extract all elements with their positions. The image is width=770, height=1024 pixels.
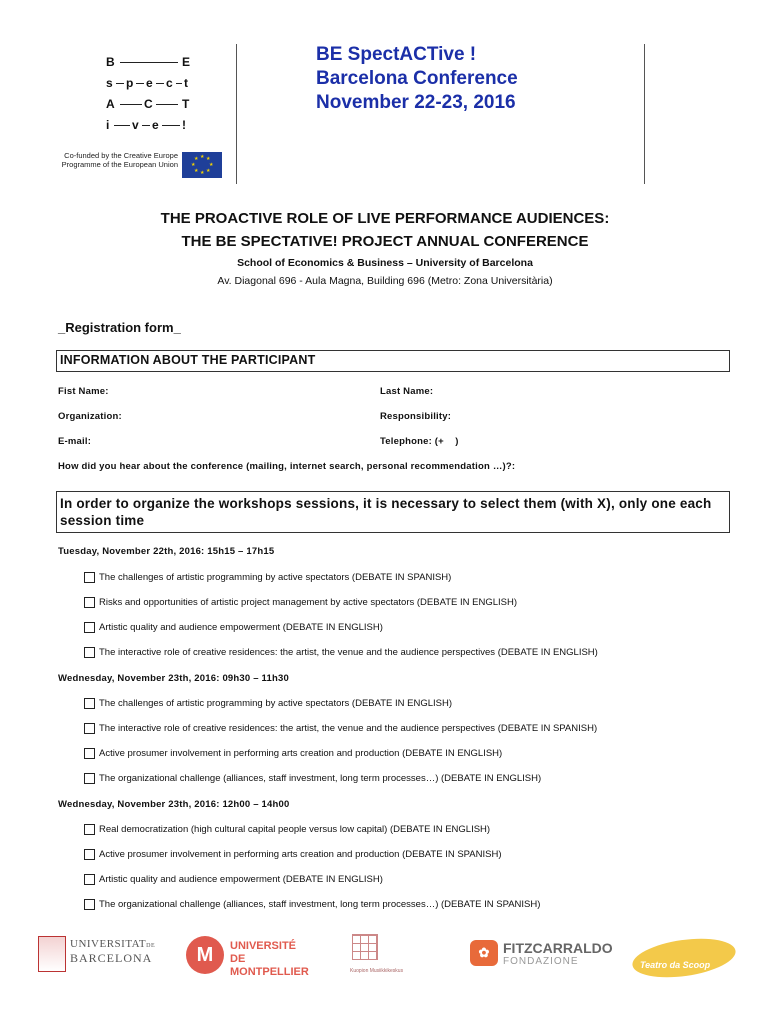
logo-letter: t: [184, 76, 188, 90]
cofund-text: Co-funded by the Creative Europe Programme of the European Union: [61, 151, 178, 169]
checkbox[interactable]: [84, 647, 95, 658]
logo-letter: p: [126, 76, 134, 90]
logo-letter: e: [152, 118, 159, 132]
organization-label: Organization:: [58, 411, 122, 422]
checkbox[interactable]: [84, 773, 95, 784]
checkbox[interactable]: [84, 849, 95, 860]
logo-letter: !: [182, 118, 186, 132]
kuopio-grid-icon: [352, 934, 378, 960]
fitzcarraldo-logo: ✿ FITZCARRALDO FONDAZIONE: [470, 938, 620, 972]
montpellier-icon: M: [186, 936, 224, 974]
session-time-1: Tuesday, November 22th, 2016: 15h15 – 17h15: [58, 546, 275, 557]
checkbox[interactable]: [84, 698, 95, 709]
workshop-option[interactable]: The organizational challenge (alliances, staff investment, long term processes…) (DEBATE IN SPANISH): [84, 899, 540, 910]
session-time-3: Wednesday, November 23th, 2016: 12h00 – 14h00: [58, 799, 290, 810]
main-title-line-1: THE PROACTIVE ROLE OF LIVE PERFORMANCE AUDIENCES:: [160, 210, 610, 227]
workshop-option[interactable]: The interactive role of creative residences: the artist, the venue and the audience perspectives (DEBATE IN ENGLISH): [84, 647, 598, 658]
divider-left: [236, 44, 237, 184]
logo-letter: T: [182, 97, 190, 111]
logo-letter: C: [144, 97, 153, 111]
logo-letter: i: [106, 118, 110, 132]
registration-heading: _Registration form_: [58, 320, 181, 335]
checkbox[interactable]: [84, 622, 95, 633]
checkbox[interactable]: [84, 899, 95, 910]
main-title-line-2: THE BE SPECTATIVE! PROJECT ANNUAL CONFERENCE: [181, 233, 589, 250]
kuopio-logo: Kuopion Musiikkikeskus: [350, 934, 420, 976]
logo-letter: e: [146, 76, 153, 90]
fitzcarraldo-icon: ✿: [470, 940, 498, 966]
responsibility-label: Responsibility:: [380, 411, 452, 422]
logo-letter: v: [132, 118, 139, 132]
teatro-shape: [630, 933, 738, 983]
checkbox[interactable]: [84, 723, 95, 734]
address: Av. Diagonal 696 - Aula Magna, Building 696 (Metro: Zona Universitària): [217, 275, 553, 287]
logo-letter: B: [106, 55, 115, 69]
checkbox[interactable]: [84, 572, 95, 583]
last-name-label: Last Name:: [380, 386, 434, 397]
divider-right: [644, 44, 645, 184]
universite-montpellier-logo: M UNIVERSITÉ DE MONTPELLIER: [186, 934, 326, 976]
eu-flag-icon: ★ ★ ★ ★ ★ ★ ★ ★: [182, 152, 222, 178]
teatro-logo: Teatro da Scoop: [632, 940, 736, 976]
workshops-section-box: [56, 491, 730, 533]
be-spectactive-logo: [106, 56, 190, 132]
workshop-option[interactable]: Artistic quality and audience empowerment (DEBATE IN ENGLISH): [84, 874, 383, 885]
checkbox[interactable]: [84, 597, 95, 608]
workshops-heading: In order to organize the workshops sessions, it is necessary to select them (with X), only one each session time: [60, 496, 712, 528]
session-time-2: Wednesday, November 23th, 2016: 09h30 – 11h30: [58, 673, 289, 684]
universitat-barcelona-logo: UNIVERSITATDE BARCELONA: [38, 936, 158, 972]
crest-icon: [38, 936, 66, 972]
venue: School of Economics & Business – University of Barcelona: [237, 257, 533, 269]
participant-section-box: [56, 350, 730, 372]
conference-title: BE SpectACTive ! Barcelona Conference November 22-23, 2016: [316, 44, 518, 113]
workshop-option[interactable]: Artistic quality and audience empowerment (DEBATE IN ENGLISH): [84, 622, 383, 633]
checkbox[interactable]: [84, 824, 95, 835]
workshop-option[interactable]: The challenges of artistic programming by active spectators (DEBATE IN ENGLISH): [84, 698, 452, 709]
logo-letter: E: [182, 55, 191, 69]
checkbox[interactable]: [84, 748, 95, 759]
participant-heading: INFORMATION ABOUT THE PARTICIPANT: [60, 353, 316, 367]
email-label: E-mail:: [58, 436, 92, 447]
workshop-option[interactable]: The challenges of artistic programming by active spectators (DEBATE IN SPANISH): [84, 572, 451, 583]
workshop-option[interactable]: Active prosumer involvement in performing arts creation and production (DEBATE IN SPANISH): [84, 849, 502, 860]
logo-letter: s: [106, 76, 113, 90]
logo-letter: A: [106, 97, 115, 111]
workshop-option[interactable]: Active prosumer involvement in performing arts creation and production (DEBATE IN ENGLISH): [84, 748, 502, 759]
first-name-label: Fist Name:: [58, 386, 109, 397]
checkbox[interactable]: [84, 874, 95, 885]
workshop-option[interactable]: The interactive role of creative residences: the artist, the venue and the audience perspectives (DEBATE IN SPANISH): [84, 723, 597, 734]
logo-letter: c: [166, 76, 173, 90]
workshop-option[interactable]: Risks and opportunities of artistic project management by active spectators (DEBATE IN ENGLISH): [84, 597, 517, 608]
workshop-option[interactable]: Real democratization (high cultural capital people versus low capital) (DEBATE IN ENGLISH): [84, 824, 490, 835]
telephone-label: Telephone: (+ ): [380, 436, 459, 447]
workshop-option[interactable]: The organizational challenge (alliances, staff investment, long term processes…) (DEBATE IN ENGLISH): [84, 773, 541, 784]
how-heard-label: How did you hear about the conference (mailing, internet search, personal recommendation …)?:: [58, 461, 516, 472]
